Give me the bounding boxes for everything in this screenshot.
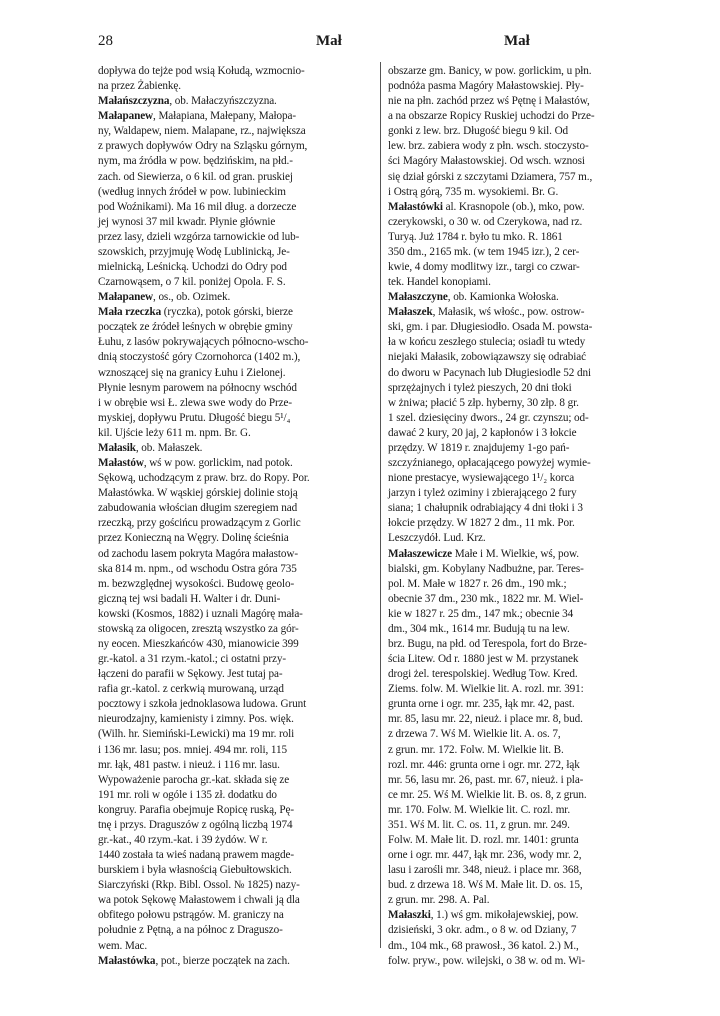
text-line: Małaszewicze Małe i M. Wielkie, wś, pow. (388, 547, 579, 560)
text-line: na przez Żabienkę. (98, 80, 181, 93)
text-line: kongruy. Parafia obejmuje Ropicę ruską, Pę- (98, 803, 294, 816)
text-line: i 136 mr. lasu; pos. mniej. 494 mr. roli, 115 (98, 743, 287, 756)
text-line: mr. 85, lasu mr. 22, nieuż. i place mr. 8, bud. (388, 713, 583, 726)
text-line: Ziems. folw. M. Wielkie lit. A. rozl. mr. 391: (388, 683, 584, 696)
text-line: kowski (Kosmos, 1882) i uznali Magórę mała- (98, 607, 303, 620)
text-line: 1440 została ta wieś nadaną prawem magde- (98, 849, 294, 862)
text-line: nym, ma źródła w pow. będzińskim, na płd.- (98, 155, 293, 168)
text-line: 351. Wś M. lit. C. os. 11, z grun. mr. 249. (388, 818, 570, 831)
text-line: lasu i zarośli mr. 348, nieuż. i place mr. 368, (388, 864, 582, 877)
text-line: dnią stoczystość góry Czornohorca (1402 m.), (98, 351, 301, 364)
text-line: a na obszarze Ropicy Ruskiej uchodzi do Prze- (388, 110, 595, 123)
text-line: kie w 1827 r. 25 dm., 147 mk.; obecnie 34 (388, 607, 574, 620)
text-line: Małapanew, os., ob. Ozimek. (98, 291, 231, 304)
text-line: ska 814 m. npm., od wschodu Ostra góra 735 (98, 562, 297, 575)
text-line: Małapanew, Małapiana, Małepany, Małopa- (98, 110, 296, 123)
text-line: tnę i przys. Draguszów z ogólną liczbą 1974 (98, 818, 293, 831)
text-line: wznoszącej się na granicy Łuhu i Zielonej. (98, 366, 286, 379)
text-line: Małastów, wś w pow. gorlickim, nad potok. (98, 457, 293, 470)
text-line: łączeni do parafii w Sękowy. Jest tutaj pa- (98, 668, 283, 681)
right-guide-word: Mał (504, 33, 530, 49)
text-line: Czarnowąsem, o 7 kil. poniżej Opola. F. S. (98, 276, 286, 289)
text-line: z drzewa 7. Wś M. Wielkie lit. A. os. 7, (388, 728, 561, 741)
text-line: jej wynosi 37 mil kwadr. Płynie głównie (98, 215, 276, 228)
text-line: ce mr. 25. Wś M. Wielkie lit. B. os. 8, z grun. (388, 788, 587, 801)
text-line: myskiej, dopływu Prutu. Długość biegu 5¹/₄ (98, 411, 291, 424)
text-line: Płynie lesnym parowem na północny wschód (98, 381, 297, 394)
text-line: zach. od Siewierza, o 6 kil. od gran. pruskiej (98, 170, 293, 183)
text-line: grunta orne i ogr. mr. 235, łąk mr. 42, past. (388, 698, 575, 711)
text-line: 191 mr. roli w ogóle i 135 zł. dodatku do (98, 788, 277, 801)
text-line: dm., 104 mk., 68 prawosł., 36 katol. 2.) M., (388, 939, 579, 952)
text-line: rafia gr.-katol. z cerkwią murowaną, urząd (98, 683, 284, 696)
text-line: czerykowski, o 30 w. od Czerykowa, nad rz. (388, 215, 583, 228)
text-line: m. bezwzględnej wysokości. Budowę geolo- (98, 577, 295, 590)
text-line: tek. Handel konopiami. (388, 276, 491, 289)
text-line: obecnie 37 dm., 230 mk., 1822 mr. M. Wiel- (388, 592, 584, 605)
text-line: mr. łąk, 481 pastw. i nieuż. i 116 mr. lasu. (98, 758, 280, 771)
text-line: przez Konieczną na Węgry. Dolinę ścieśnia (98, 532, 289, 545)
text-line: Mała rzeczka (ryczka), potok górski, bierze (98, 306, 293, 319)
text-line: początek ze źródeł leśnych w obrębie gminy (98, 321, 293, 334)
column-divider (380, 62, 381, 948)
text-line: nie na płn. zachód przez wś Pętnę i Małastów, (388, 95, 590, 108)
text-line: Małaszki, 1.) wś gm. mikołajewskiej, pow. (388, 909, 579, 922)
text-line: brz. Bugu, na płd. od Terespola, fort do Brze- (388, 637, 587, 650)
text-line: w żniwa; płacić 5 złp. hyberny, 30 złp. 8 gr. (388, 396, 579, 409)
text-line: ny, Waldapew, niem. Malapane, rz., największa (98, 125, 306, 138)
text-line: sprzężajnych i tyleż pieszych, 20 dni tłoki (388, 381, 572, 394)
text-line: wa potok Sękowę Małastowem i chwali ją dla (98, 894, 300, 907)
text-line: orne i ogr. mr. 447, łąk mr. 236, wody mr. 2, (388, 849, 582, 862)
text-line: nione prestacye, wysiewającego 1¹/₂ korca (388, 472, 575, 485)
text-line: drogi żel. terespolskiej. Według Tow. Kred. (388, 668, 578, 681)
page-number: 28 (98, 33, 113, 49)
text-line: Małaszczyne, ob. Kamionka Wołoska. (388, 291, 559, 304)
text-line: bud. z drzewa 18. Wś M. Małe lit. D. os. 15, (388, 879, 583, 892)
text-line: jarzyn i tyleż oziminy i zbierającego 2 fury (388, 487, 577, 500)
text-line: ny eocen. Mieszkańców 430, mianowicie 399 (98, 637, 299, 650)
text-line: pocztowy i szkoła jednoklasowa ludowa. Grunt (98, 698, 307, 711)
text-line: pol. M. Małe w 1827 r. 26 dm., 190 mk.; (388, 577, 567, 590)
text-line: Małastówki al. Krasnopole (ob.), mko, pow. (388, 200, 585, 213)
text-line: ła w końcu zeszłego stulecia; osiadł tu wtedy (388, 336, 586, 349)
text-line: szczyźnianego, opłacającego powyżej wymie- (388, 457, 591, 470)
text-line: ści Magóry Małastowskiej. Od wsch. wznosi (388, 155, 585, 168)
text-line: gr.-kat., 40 rzym.-kat. i 39 żydów. W r. (98, 833, 268, 846)
text-line: południe z Pętną, a na północ z Draguszo- (98, 924, 283, 937)
text-line: kil. Ujście leży 611 m. npm. Br. G. (98, 426, 251, 439)
text-line: Małańszczyzna, ob. Małaczyńszczyzna. (98, 95, 277, 108)
left-column (98, 64, 370, 969)
text-line: nieurodzajny, kamienisty i zimny. Pos. więk. (98, 713, 294, 726)
text-line: bialski, gm. Kobylany Nadbużne, par. Teres- (388, 562, 584, 575)
text-line: Małastówka, pot., bierze początek na zach. (98, 954, 290, 967)
text-line: przez lasy, dzieli wzgórza tarnowickie od lub- (98, 230, 300, 243)
text-line: Sękową, uchodzącym z praw. brz. do Ropy. Por. (98, 472, 310, 485)
text-line: Wypoważenie parocha gr.-kat. składa się ze (98, 773, 290, 786)
text-line: siana; 1 chałupnik odrabiający 4 dni tłoki i 3 (388, 502, 583, 515)
text-line: folw. pryw., pow. wilejski, o 38 w. od m. Wi- (388, 954, 586, 967)
text-line: obfitego połowu pstrągów. M. graniczy na (98, 909, 284, 922)
text-line: z grun. mr. 298. A. Pal. (388, 894, 490, 907)
text-line: mielnicką, Leśnicką. Uchodzi do Odry pod (98, 261, 287, 274)
text-line: burskiem i była własnością Giebułtowskich. (98, 864, 292, 877)
text-line: mr. 170. Folw. M. Wielkie lit. C. rozl. mr. (388, 803, 571, 816)
text-line: kwie, 4 domy modlitwy izr., targi co czwar- (388, 261, 580, 274)
text-line: szowskich, przyjmuję Wodę Lublinicką, Je- (98, 245, 290, 258)
text-line: Leszczydół. Lud. Krz. (388, 532, 486, 545)
text-line: wem. Mac. (98, 939, 148, 952)
text-line: Turyą. Już 1784 r. było tu mko. R. 1861 (388, 230, 563, 243)
text-line: od zachodu lasem pokryta Magóra małastow- (98, 547, 299, 560)
text-line: obszarze gm. Banicy, w pow. gorlickim, u płn. (388, 65, 592, 77)
left-guide-word: Mał (316, 33, 342, 49)
text-line: przędzy. W 1819 r. znajdujemy 1-go pań- (388, 441, 570, 454)
text-line: dawać 2 kury, 20 jaj, 2 kapłonów i 3 łokcie (388, 426, 577, 439)
text-line: (według innych źródeł w pow. lubinieckim (98, 185, 286, 198)
text-line: rzeczką, przy gościńcu prowadzącym z Gorlic (98, 517, 301, 530)
text-line: rozl. mr. 446: grunta orne i ogr. mr. 272, łąk (388, 758, 580, 771)
text-line: pod Woźnikami). Ma 16 mil dług. a dorzecze (98, 200, 297, 213)
text-line: zabudowania włościan długim szeregiem nad (98, 502, 298, 515)
running-head (92, 33, 654, 53)
text-line: niejaki Małasik, zobowiązawszy się odrabiać (388, 351, 586, 364)
text-line: Małastówka. W wąskiej górskiej dolinie stoją (98, 487, 298, 500)
text-line: Siarczyński (Rkp. Bibl. Ossol. № 1825) nazy- (98, 879, 300, 892)
text-line: mr. 56, lasu mr. 26, past. mr. 67, nieuż. i pla- (388, 773, 584, 786)
text-line: Małasik, ob. Małaszek. (98, 441, 203, 454)
text-line: łokcie przędzy. W 1827 2 dm., 11 mk. Por. (388, 517, 575, 530)
text-line: podnóża pasma Magóry Małastowskiej. Pły- (388, 80, 584, 93)
text-line: gonki z lew. brz. Długość biegu 9 kil. Od (388, 125, 569, 138)
text-line: ścia Litew. Od r. 1880 jest w M. przystanek (388, 653, 579, 666)
text-line: Folw. M. Małe lit. D. rozl. mr. 1401: grunta (388, 833, 579, 846)
text-line: dm., 304 mk., 1614 mr. Budują tu na lew. (388, 622, 570, 635)
text-line: z grun. mr. 172. Folw. M. Wielkie lit. B. (388, 743, 564, 756)
text-line: Małaszek, Małasik, wś włośc., pow. ostrow- (388, 306, 585, 319)
text-line: stowską za oligocen, zresztą wszystko za gór- (98, 622, 299, 635)
text-line: z prawych dopływów Odry na Szląsku górnym, (98, 140, 308, 153)
text-line: 1 szel. dziesięciny dwors., 24 gr. czynszu; od- (388, 411, 589, 424)
text-line: 350 dm., 2165 mk. (w tem 1945 izr.), 2 cer- (388, 245, 580, 258)
text-line: ski, gm. i par. Długiesiodło. Osada M. powsta- (388, 321, 593, 334)
text-line: gr.-katol. a 31 rzym.-katol.; ci ostatni przy- (98, 653, 287, 666)
text-line: i w obrębie wsi Ł. zlewa swe wody do Prze- (98, 396, 293, 409)
text-line: dzisieński, 3 okr. adm., o 8 w. od Dziany, 7 (388, 924, 577, 937)
text-line: lew. brz. zabiera wody z płn. wsch. stoczysto- (388, 140, 589, 153)
text-line: (Wilh. hr. Siemiński-Lewicki) ma 19 mr. roli (98, 728, 295, 741)
text-line: Łuhu, z lasów pokrywających północno-wscho- (98, 336, 309, 349)
right-column (388, 64, 660, 969)
text-line: dopływa do tejże pod wsią Kołudą, wzmocnio- (98, 65, 305, 77)
text-line: się dział górski z szczytami Dziamera, 757 m., (388, 170, 593, 183)
text-line: giczną tej wsi badali H. Walter i dr. Duni- (98, 592, 281, 605)
text-line: i Ostrą górą, 735 m. wysokiemi. Br. G. (388, 185, 559, 198)
text-line: do dworu w Pacynach lub Długiesiodle 52 dni (388, 366, 591, 379)
